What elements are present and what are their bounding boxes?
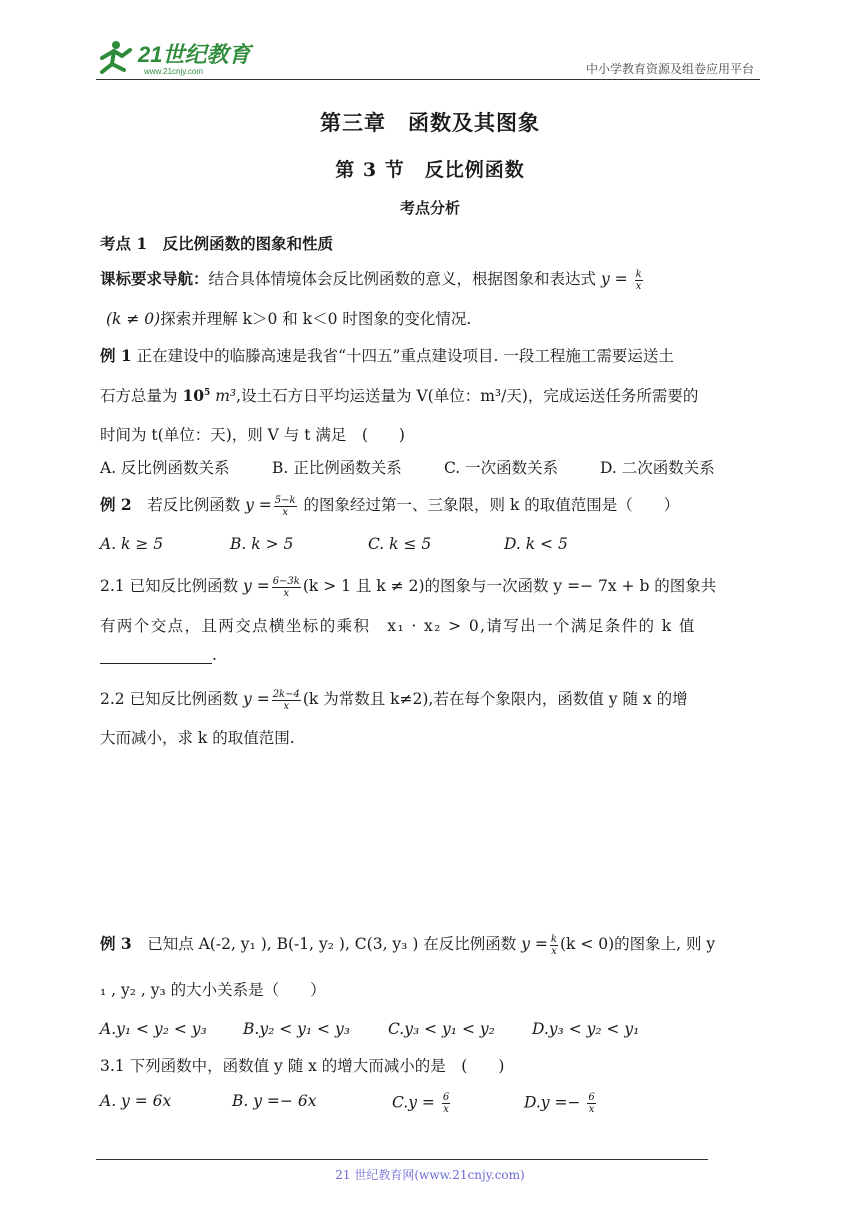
ex2-fraction — [274, 495, 297, 518]
ex2-line — [100, 493, 679, 518]
guide-line-2 — [106, 307, 471, 329]
q31-d-den: x — [588, 1104, 595, 1115]
fraction-k-over-x: $\frac{k}{x}$ — [635, 268, 642, 292]
q21-line-2: 有两个交点，且两交点横坐标的乘积 x₁ · x₂ > 0,请写出一个满足条件的 k 值 — [100, 617, 696, 635]
answer-blank[interactable] — [100, 649, 212, 664]
q31-text: 下列函数中，函数值 y 随 x 的增大而减小的是 ( ) — [124, 1057, 505, 1075]
kaodian-heading: 考点 1 反比例函数的图象和性质 — [100, 234, 334, 253]
ex1-option-a[interactable]: A. 反比例函数关系 — [100, 459, 230, 477]
formula-y: y = — [600, 270, 628, 288]
q31-option-d-text: D.y =− — [524, 1093, 586, 1112]
formula-y-eq-22: y = — [243, 690, 270, 708]
q22-fraction — [272, 689, 301, 712]
guide-line-1 — [100, 267, 645, 292]
q22-frac-num: 2k−4 — [272, 688, 300, 700]
formula-y-eq: y = — [245, 496, 272, 514]
q21-label: 2.1 — [100, 577, 125, 595]
ex2-option-c[interactable]: C. k ≤ 5 — [368, 535, 432, 553]
q31-c-num: 6 — [442, 1092, 450, 1103]
q31-c-den: x — [443, 1104, 449, 1115]
q22-line-2: 大而减小，求 k 的取值范围. — [100, 729, 295, 747]
q31-option-c[interactable] — [392, 1092, 452, 1115]
guide-condition: (k ≠ 0) — [106, 310, 161, 328]
ex2-text-2: 的图象经过第一、三象限，则 k 的取值范围是（ ） — [298, 496, 680, 514]
q31-fraction-d — [587, 1092, 595, 1115]
q31-line — [100, 1054, 504, 1076]
q31-label: 3.1 — [100, 1057, 125, 1075]
ex2-label: 例 2 — [100, 495, 132, 514]
ex1-label: 例 1 — [100, 346, 132, 365]
ex2-text-1: 若反比例函数 — [131, 496, 246, 514]
ex3-line-1 — [100, 932, 715, 957]
ex3-label: 例 3 — [100, 934, 132, 953]
guide-label: 课标要求导航： — [100, 269, 209, 288]
q22-frac-den: x — [283, 700, 290, 712]
q21-answer-line: . — [100, 646, 217, 664]
ex3-frac-den: x — [551, 945, 557, 957]
q31-d-num: 6 — [588, 1092, 595, 1103]
q21-frac-den: x — [283, 587, 290, 599]
chapter-title: 第三章 函数及其图象 — [320, 110, 540, 135]
footer-link[interactable]: 21 世纪教育网(www.21cnjy.com) — [335, 1168, 525, 1182]
svg-text:www.21cnjy.com: www.21cnjy.com — [144, 67, 203, 76]
ex3-option-a[interactable]: A.y₁ < y₂ < y₃ — [100, 1020, 207, 1038]
ex3-option-b[interactable]: B.y₂ < y₁ < y₃ — [243, 1020, 350, 1038]
ex3-fraction — [550, 934, 558, 957]
formula-y-eq-21: y = — [243, 577, 270, 595]
ex3-option-c[interactable]: C.y₃ < y₁ < y₂ — [388, 1020, 495, 1038]
ex1-option-b[interactable]: B. 正比例函数关系 — [272, 459, 402, 477]
ex2-frac-den: x — [282, 506, 289, 518]
q22-label: 2.2 — [100, 690, 125, 708]
q21-fraction — [272, 576, 301, 599]
ex1-text-2e: ,设土石方日平均运送量为 V(单位：m³/天)，完成运送任务所需要的 — [236, 387, 699, 405]
q31-option-b[interactable]: B. y =− 6x — [232, 1092, 317, 1110]
q31-fraction-c — [442, 1092, 450, 1115]
ex1-line-2 — [100, 384, 698, 406]
ex1-exponent: 5 — [204, 388, 211, 398]
q21-frac-num: 6−3k — [272, 575, 300, 587]
ex3-text-2: (k < 0)的图象上, 则 y — [559, 935, 716, 953]
ex1-text: 正在建设中的临滕高速是我省“十四五”重点建设项目. 一段工程施工需要运送土 — [131, 347, 674, 365]
q22-text-1: 已知反比例函数 — [124, 690, 244, 708]
q21-text-2: (k > 1 且 k ≠ 2)的图象与一次函数 y =− 7x + b 的图象共 — [302, 577, 717, 595]
section-title: 第 3 节 反比例函数 — [335, 159, 525, 181]
svg-text:21世纪教育: 21世纪教育 — [138, 42, 251, 67]
ex1-line-3: 时间为 t(单位：天)，则 V 与 t 满足 ( ) — [100, 426, 405, 444]
ex3-option-d[interactable]: D.y₃ < y₂ < y₁ — [532, 1020, 640, 1038]
q22-text-2: (k 为常数且 k≠2),若在每个象限内，函数值 y 随 x 的增 — [302, 690, 688, 708]
runner-logo-icon — [96, 36, 266, 80]
analysis-title: 考点分析 — [399, 199, 460, 217]
q31-option-d[interactable] — [524, 1092, 598, 1115]
brand-logo — [96, 36, 266, 80]
ex1-options — [100, 456, 760, 476]
guide-text: 结合具体情境体会反比例函数的意义，根据图象和表达式 — [208, 270, 601, 288]
ex1-line-1 — [100, 344, 674, 366]
ex3-options — [100, 1020, 720, 1040]
ex2-option-b[interactable]: B. k > 5 — [230, 535, 294, 553]
ex2-options — [100, 535, 700, 555]
q21-text-1: 已知反比例函数 — [124, 577, 244, 595]
ex2-option-a[interactable]: A. k ≥ 5 — [100, 535, 164, 553]
q22-line-1 — [100, 687, 688, 712]
ex3-frac-num: k — [550, 933, 557, 945]
ex3-text-1: 已知点 A(-2, y₁ ), B(-1, y₂ ), C(3, y₃ ) 在反比例函数 — [131, 935, 522, 953]
ex3-line-2: ₁ , y₂ , y₃ 的大小关系是（ ） — [100, 981, 326, 999]
q31-options — [100, 1092, 660, 1116]
ex1-text-2a: 石方总量为 — [100, 387, 183, 405]
ex1-power-base: 10 — [182, 386, 205, 405]
q21-line-1 — [100, 574, 716, 599]
ex2-option-d[interactable]: D. k < 5 — [504, 535, 568, 553]
guide-text-2: 探索并理解 k＞0 和 k＜0 时图象的变化情况. — [160, 310, 472, 328]
formula-y-eq-3: y = — [521, 935, 548, 953]
ex1-option-c[interactable]: C. 一次函数关系 — [444, 459, 559, 477]
header-divider — [96, 79, 760, 80]
ex1-unit: m³ — [210, 387, 237, 405]
footer-divider — [96, 1159, 708, 1160]
q31-option-c-text: C.y = — [392, 1093, 440, 1112]
q31-option-a[interactable]: A. y = 6x — [100, 1092, 172, 1110]
ex1-option-d[interactable]: D. 二次函数关系 — [600, 459, 715, 477]
ex2-frac-num: 5−k — [274, 494, 296, 506]
platform-name: 中小学教育资源及组卷应用平台 — [585, 62, 754, 76]
